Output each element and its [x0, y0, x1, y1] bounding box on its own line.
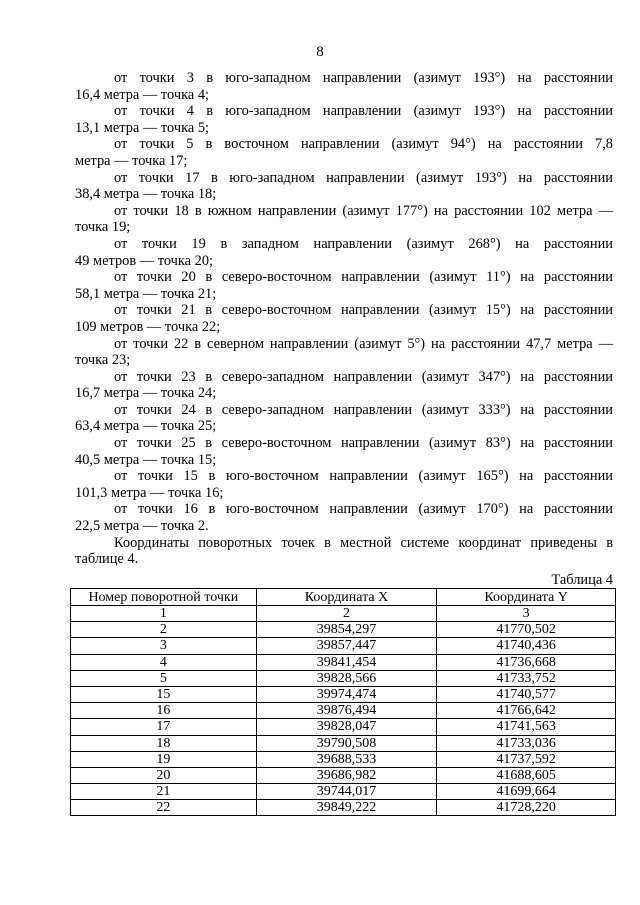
header-point-number: Номер поворотной точки	[71, 589, 257, 606]
cell-point-number: 15	[71, 686, 257, 702]
cell-coordinate-y: 41699,664	[437, 784, 616, 800]
text-line: от точки 20 в северо-восточном направлении (азимут 11°) на расстоянии	[114, 269, 613, 286]
text-line: 38,4 метра — точка 18;	[75, 186, 217, 203]
cell-coordinate-y: 41736,668	[437, 654, 616, 670]
cell-coordinate-y: 41741,563	[437, 719, 616, 735]
cell-point-number: 5	[71, 670, 257, 686]
text-line: от точки 18 в южном направлении (азимут 177°) на расстоянии 102 метра —	[114, 202, 613, 219]
table-header-row	[71, 589, 616, 606]
cell-coordinate-y: 41728,220	[437, 800, 616, 816]
cell-coordinate-x: 39974,474	[256, 686, 437, 702]
text-line: 109 метров — точка 22;	[75, 318, 221, 335]
text-line: 22,5 метра — точка 2.	[75, 518, 209, 535]
table-caption: Таблица 4	[551, 572, 613, 588]
cell-coordinate-x: 39857,447	[256, 638, 437, 654]
table-row	[71, 767, 616, 783]
cell-coordinate-y: 41737,592	[437, 751, 616, 767]
cell-point-number: 3	[71, 638, 257, 654]
text-line: от точки 23 в северо-западном направлении (азимут 347°) на расстоянии	[114, 368, 613, 385]
cell-point-number: 19	[71, 751, 257, 767]
cell-coordinate-x: 39790,508	[256, 735, 437, 751]
header-coordinate-x: Координата X	[256, 589, 437, 606]
cell-point-number: 21	[71, 784, 257, 800]
cell-coordinate-y: 41740,577	[437, 686, 616, 702]
text-line: от точки 25 в северо-восточном направлении (азимут 83°) на расстоянии	[114, 435, 613, 452]
cell-point-number: 18	[71, 735, 257, 751]
table-row	[71, 638, 616, 654]
text-line: 13,1 метра — точка 5;	[75, 119, 210, 136]
cell-coordinate-x: 39828,047	[256, 719, 437, 735]
table-row	[71, 670, 616, 686]
cell-coordinate-y: 41733,036	[437, 735, 616, 751]
cell-point-number: 4	[71, 654, 257, 670]
text-line: 16,7 метра — точка 24;	[75, 385, 217, 402]
cell-coordinate-x: 39828,566	[256, 670, 437, 686]
text-line: от точки 16 в юго-восточном направлении (азимут 170°) на расстоянии	[114, 501, 613, 518]
cell-coordinate-x: 39841,454	[256, 654, 437, 670]
table-row	[71, 735, 616, 751]
cell-coordinate-y: 41688,605	[437, 767, 616, 783]
cell-point-number: 17	[71, 719, 257, 735]
table-row	[71, 784, 616, 800]
table-row	[71, 703, 616, 719]
cell-point-number: 2	[71, 622, 257, 638]
table-row	[71, 654, 616, 670]
table-row	[71, 719, 616, 735]
cell-coordinate-y: 41740,436	[437, 638, 616, 654]
header-coordinate-y: Координата Y	[437, 589, 616, 606]
cell-coordinate-x: 39854,297	[256, 622, 437, 638]
text-line: от точки 15 в юго-восточном направлении (азимут 165°) на расстоянии	[114, 468, 613, 485]
cell-point-number: 22	[71, 800, 257, 816]
text-line: Координаты поворотных точек в местной системе координат приведены в	[114, 534, 613, 551]
text-line: 49 метров — точка 20;	[75, 252, 214, 269]
cell-coordinate-x: 39686,982	[256, 767, 437, 783]
cell-coordinate-y: 3	[437, 606, 616, 622]
cell-point-number: 1	[71, 606, 257, 622]
cell-coordinate-y: 41766,642	[437, 703, 616, 719]
text-line: 40,5 метра — точка 15;	[75, 451, 217, 468]
table-row	[71, 751, 616, 767]
text-line: таблице 4.	[75, 551, 139, 568]
text-line: 58,1 метра — точка 21;	[75, 285, 217, 302]
table-row	[71, 622, 616, 638]
cell-coordinate-x: 39744,017	[256, 784, 437, 800]
cell-coordinate-x: 39876,494	[256, 703, 437, 719]
cell-point-number: 16	[71, 703, 257, 719]
text-line: точка 19;	[75, 219, 131, 236]
coordinates-table	[70, 588, 616, 816]
text-line: 63,4 метра — точка 25;	[75, 418, 217, 435]
text-line: от точки 3 в юго-западном направлении (азимут 193°) на расстоянии	[114, 70, 613, 86]
body-text	[75, 70, 613, 568]
cell-point-number: 20	[71, 767, 257, 783]
table-row	[71, 686, 616, 702]
cell-coordinate-y: 41733,752	[437, 670, 616, 686]
text-line: точка 23;	[75, 352, 131, 369]
text-line: метра — точка 17;	[75, 152, 188, 169]
text-line: от точки 22 в северном направлении (азимут 5°) на расстоянии 47,7 метра —	[114, 335, 613, 352]
text-line: от точки 4 в юго-западном направлении (азимут 193°) на расстоянии	[114, 103, 613, 120]
text-line: от точки 24 в северо-западном направлении (азимут 333°) на расстоянии	[114, 401, 613, 418]
text-line: от точки 19 в западном направлении (азимут 268°) на расстоянии	[114, 235, 613, 252]
page-number: 8	[316, 44, 324, 60]
text-line: от точки 21 в северо-восточном направлении (азимут 15°) на расстоянии	[114, 302, 613, 319]
text-line: от точки 5 в восточном направлении (азимут 94°) на расстоянии 7,8	[114, 136, 613, 153]
text-line: от точки 17 в юго-западном направлении (азимут 193°) на расстоянии	[114, 169, 613, 186]
table-row	[71, 800, 616, 816]
cell-coordinate-x: 39849,222	[256, 800, 437, 816]
text-line: 101,3 метра — точка 16;	[75, 484, 224, 501]
cell-coordinate-x: 39688,533	[256, 751, 437, 767]
text-line: 16,4 метра — точка 4;	[75, 86, 210, 103]
cell-coordinate-y: 41770,502	[437, 622, 616, 638]
cell-coordinate-x: 2	[256, 606, 437, 622]
table-row	[71, 606, 616, 622]
